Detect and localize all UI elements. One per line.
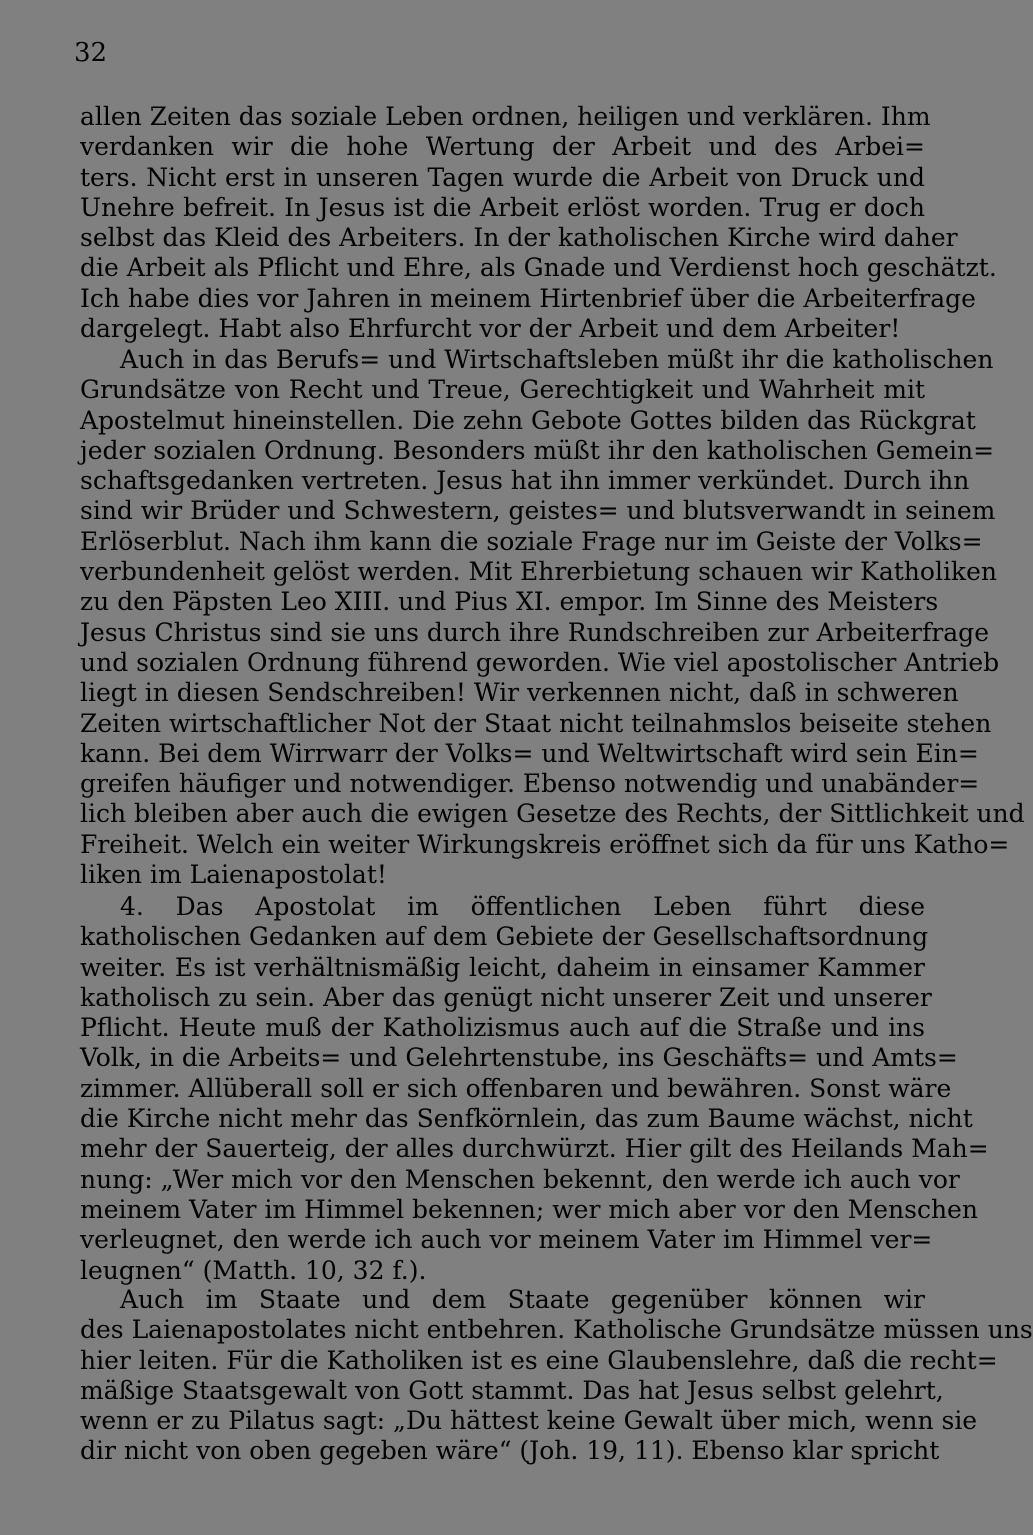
text-line: ters. Nicht erst in unseren Tagen wurde die Arbeit von Druck und (80, 162, 925, 192)
paragraph-labor (80, 102, 997, 344)
paragraph-state (80, 1285, 1033, 1467)
text-line: allen Zeiten das soziale Leben ordnen, heiligen und verklären. Ihm (80, 102, 931, 131)
text-line: katholisch zu sein. Aber das genügt nicht unserer Zeit und unserer (80, 982, 932, 1012)
text-line: katholischen Gedanken auf dem Gebiete der Gesellschaftsordnung (80, 922, 929, 952)
text-line: mehr der Sauerteig, der alles durchwürzt. Hier gilt des Heilands Mah= (80, 1134, 989, 1164)
text-line: Apostelmut hineinstellen. Die zehn Gebote Gottes bilden das Rückgrat (80, 405, 976, 435)
text-line: hier leiten. Für die Katholiken ist es eine Glaubenslehre, daß die recht= (80, 1345, 998, 1375)
text-line: und sozialen Ordnung führend geworden. Wie viel apostolischer Antrieb (80, 647, 1000, 677)
text-line: verdanken wir die hohe Wertung der Arbeit und des Arbei= (80, 132, 925, 162)
text-line: Auch im Staate und dem Staate gegenüber können wir (120, 1285, 925, 1314)
paragraph-economic-life (80, 345, 1025, 890)
text-line: schaftsgedanken vertreten. Jesus hat ihn immer verkündet. Durch ihn (80, 466, 970, 496)
text-line: lich bleiben aber auch die ewigen Gesetze des Rechts, der Sittlichkeit und (80, 799, 1025, 829)
text-line: zimmer. Allüberall soll er sich offenbaren und bewähren. Sonst wäre (80, 1073, 952, 1103)
paragraph-public-life (80, 892, 989, 1286)
book-page (74, 0, 1033, 1535)
text-line: Grundsätze von Recht und Treue, Gerechtigkeit und Wahrheit mit (80, 375, 925, 405)
text-line: Volk, in die Arbeits= und Gelehrtenstube, ins Geschäfts= und Amts= (80, 1043, 958, 1073)
text-line: Pflicht. Heute muß der Katholizismus auch auf die Straße und ins (80, 1013, 925, 1043)
text-line: des Laienapostolates nicht entbehren. Katholische Grundsätze müssen uns (80, 1315, 1033, 1345)
text-line: 4. Das Apostolat im öffentlichen Leben führt diese (120, 892, 925, 921)
text-line: wenn er zu Pilatus sagt: „Du hättest keine Gewalt über mich, wenn sie (80, 1406, 978, 1436)
text-line: zu den Päpsten Leo XIII. und Pius XI. empor. Im Sinne des Meisters (80, 587, 939, 617)
text-line: selbst das Kleid des Arbeiters. In der katholischen Kirche wird daher (80, 223, 958, 253)
text-line: die Arbeit als Pflicht und Ehre, als Gnade und Verdienst hoch geschätzt. (80, 253, 997, 283)
text-line: sind wir Brüder und Schwestern, geistes= und blutsverwandt in seinem (80, 496, 996, 526)
text-line: dargelegt. Habt also Ehrfurcht vor der Arbeit und dem Arbeiter! (80, 314, 901, 344)
text-line: dir nicht von oben gegeben wäre“ (Joh. 19, 11). Ebenso klar spricht (80, 1436, 940, 1466)
text-line: weiter. Es ist verhältnismäßig leicht, daheim in einsamer Kammer (80, 952, 925, 982)
text-line: jeder sozialen Ordnung. Besonders müßt ihr den katholischen Gemein= (80, 435, 995, 465)
text-line: Auch in das Berufs= und Wirtschaftsleben müßt ihr die katholischen (120, 345, 994, 374)
text-line: Freiheit. Welch ein weiter Wirkungskreis eröffnet sich da für uns Katho= (80, 829, 1010, 859)
text-line: mäßige Staatsgewalt von Gott stammt. Das hat Jesus selbst gelehrt, (80, 1375, 944, 1405)
text-line: Unehre befreit. In Jesus ist die Arbeit erlöst worden. Trug er doch (80, 192, 925, 222)
text-line: Erlöserblut. Nach ihm kann die soziale Frage nur im Geiste der Volks= (80, 526, 983, 556)
text-line: die Kirche nicht mehr das Senfkörnlein, das zum Baume wächst, nicht (80, 1104, 973, 1134)
text-line: meinem Vater im Himmel bekennen; wer mich aber vor den Menschen (80, 1194, 978, 1224)
text-line: nung: „Wer mich vor den Menschen bekennt, den werde ich auch vor (80, 1164, 960, 1194)
text-line: kann. Bei dem Wirrwarr der Volks= und Weltwirtschaft wird sein Ein= (80, 738, 979, 768)
text-line: Zeiten wirtschaftlicher Not der Staat nicht teilnahmslos beiseite stehen (80, 708, 992, 738)
text-line: liken im Laienapostolat! (80, 860, 387, 890)
page-number: 32 (74, 38, 108, 68)
text-line: verbundenheit gelöst werden. Mit Ehrerbietung schauen wir Katholiken (80, 557, 997, 587)
text-line: greifen häufiger und notwendiger. Ebenso notwendig und unabänder= (80, 769, 980, 799)
text-line: verleugnet, den werde ich auch vor meinem Vater im Himmel ver= (80, 1225, 933, 1255)
text-line: leugnen“ (Matth. 10, 32 f.). (80, 1255, 427, 1285)
text-line: liegt in diesen Sendschreiben! Wir verkennen nicht, daß in schweren (80, 678, 959, 708)
text-line: Jesus Christus sind sie uns durch ihre Rundschreiben zur Arbeiterfrage (80, 617, 989, 647)
text-line: Ich habe dies vor Jahren in meinem Hirtenbrief über die Arbeiterfrage (80, 283, 976, 313)
